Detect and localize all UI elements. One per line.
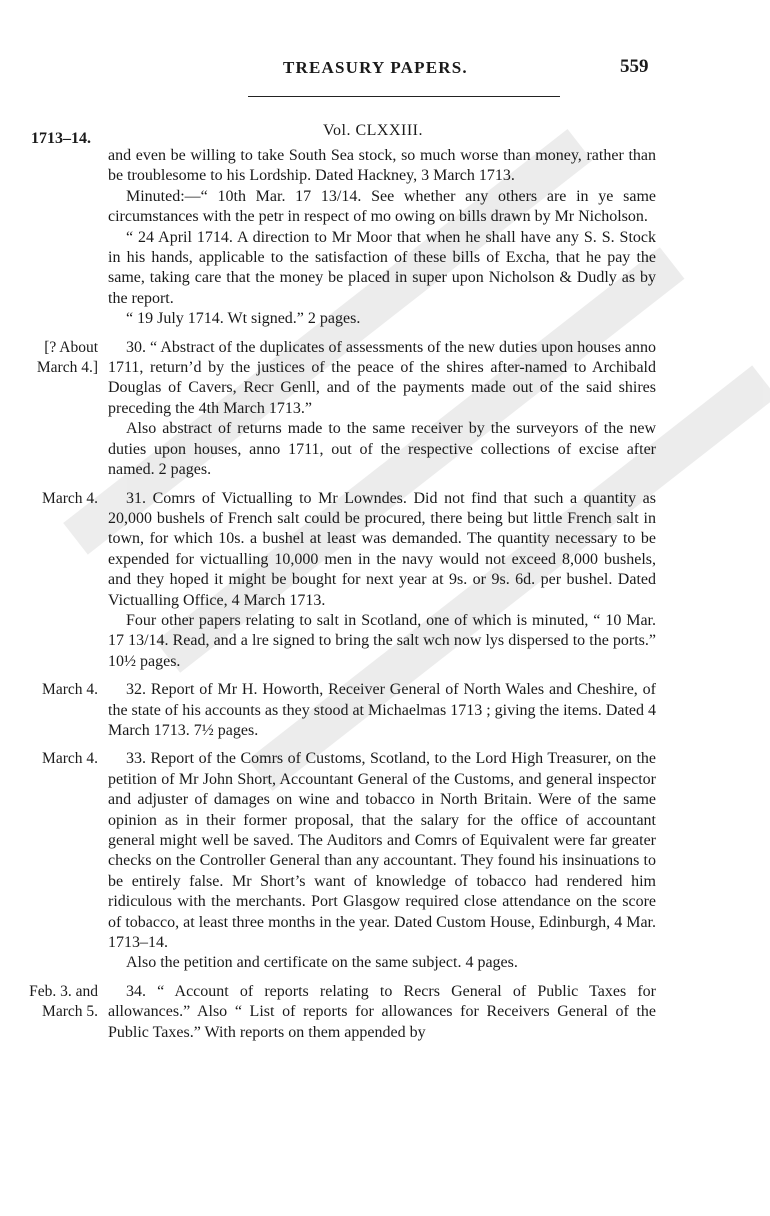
entry-paragraph: Four other papers relating to salt in Scotland, one of which is minuted, “ 10 Mar. 17 13/14. Read, and a lre signed to bring the salt wch now lys dispersed to the ports.” 10½ pages.	[108, 611, 656, 670]
year-note: 1713–14.	[31, 130, 91, 147]
continuation-line: “ 19 July 1714. Wt signed.” 2 pages.	[126, 310, 361, 328]
volume-heading: Vol. CLXXIII.	[323, 122, 423, 139]
margin-date: March 4.	[42, 681, 98, 699]
continuation-line: “ 24 April 1714. A direction to Mr Moor that when he shall have any S. S. Stock in his hands, applicable to the satisfaction of these bills of Excha, that he pay the same, taking care that the money be placed in super upon Nicholson & Dudly as by the report.	[108, 228, 656, 307]
margin-date: [? About March 4.]	[36, 338, 98, 377]
header-rule	[248, 96, 560, 97]
entry-paragraph: 33. Report of the Comrs of Customs, Scotland, to the Lord High Treasurer, on the petition of Mr John Short, Accountant General of the Customs, and general inspector and adjuster of damages on wine and tobacco in North Britain. Were of the same opinion as in their former proposal, that the salary for the office of accountant general might well be saved. The Auditors and Comrs of Equivalent were far greater checks on the Controller General than any accountant. They found his insinuations to be entirely false. Mr Short’s want of knowledge of tobacco had rendered him ridiculous with the merchants. Port Glasgow required close attendance on the score of tobacco, at least three months in the year. Dated Custom House, Edinburgh, 4 Mar. 1713–14.	[108, 750, 656, 952]
entry-33	[0, 749, 770, 973]
entry-30	[0, 338, 770, 481]
entry-paragraph: Also the petition and certificate on the same subject. 4 pages.	[126, 954, 518, 972]
continuation-line: Minuted:—“ 10th Mar. 17 13/14. See whether any others are in ye same circumstances with the petr in respect of mo owing on bills drawn by Mr Nicholson.	[108, 187, 656, 226]
running-head: TREASURY PAPERS.	[283, 58, 468, 77]
entry-paragraph: 31. Comrs of Victualling to Mr Lowndes. Did not find that such a quantity as 20,000 bushels of French salt could be procured, there being but little French salt in town, for which 10s. a bushel at least was demanded. The quantity necessary to be expended for victualling 10,000 men in the navy would not exceed 8,000 bushels, and they hoped it might be bought for next year at 9s. or 9s. 6d. per bushel. Dated Victualling Office, 4 March 1713.	[108, 489, 656, 609]
entry-34	[0, 982, 770, 1043]
margin-date: March 4.	[42, 750, 98, 768]
entry-paragraph: 30. “ Abstract of the duplicates of assessments of the new duties upon houses anno 1711, return’d by the justices of the peace of the shires after-named to Archibald Douglas of Cavers, Recr Genll, and of the payments made out of the said shires preceding the 4th March 1713.”	[108, 338, 656, 417]
entry-31	[0, 489, 770, 673]
margin-date: March 4.	[42, 489, 98, 507]
margin-date: Feb. 3. and March 5.	[29, 982, 98, 1021]
document-body	[0, 146, 770, 1043]
entry-paragraph: 34. “ Account of reports relating to Recrs General of Public Taxes for allowances.” Also “ List of reports for allowances for Receivers General of the Public Taxes.” With reports on them appended by	[108, 982, 656, 1041]
entry-32	[0, 680, 770, 741]
entry-paragraph: 32. Report of Mr H. Howorth, Receiver General of North Wales and Cheshire, of the state of his accounts as they stood at Michaelmas 1713 ; giving the items. Dated 4 March 1713. 7½ pages.	[108, 681, 656, 739]
page-number: 559	[620, 56, 649, 77]
continuation-line: and even be willing to take South Sea stock, so much worse than money, rather than be troublesome to his Lordship. Dated Hackney, 3 March 1713.	[108, 147, 656, 185]
entry-paragraph: Also abstract of returns made to the same receiver by the surveyors of the new duties upon houses, anno 1711, out of the respective collections of excise after named. 2 pages.	[108, 420, 656, 479]
continuation-entry	[0, 146, 770, 330]
